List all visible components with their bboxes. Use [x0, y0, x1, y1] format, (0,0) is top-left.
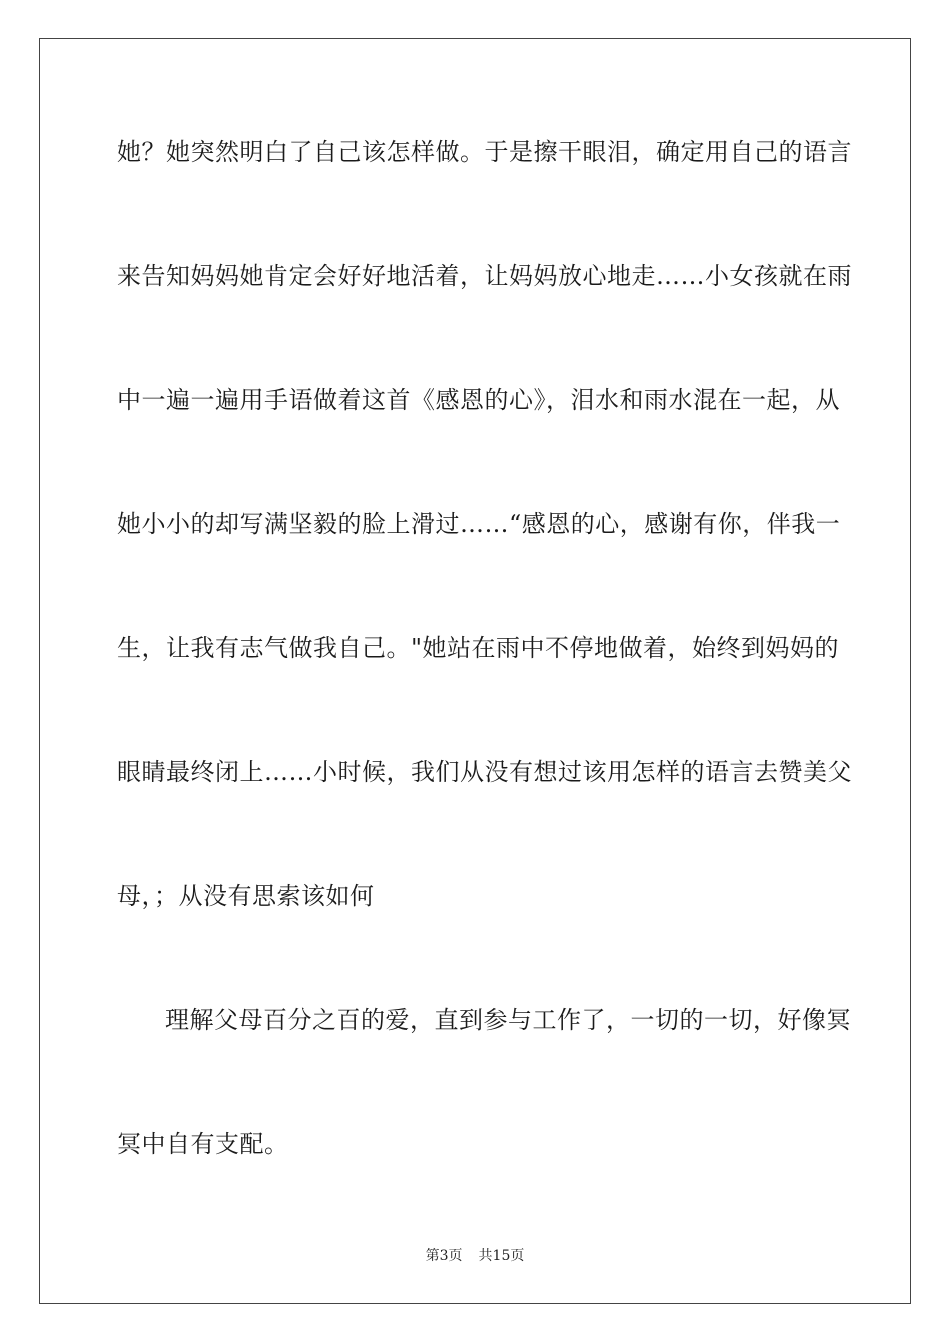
text-line: 她？她突然明白了自己该怎样做。于是擦干眼泪，确定用自己的语言 — [117, 138, 852, 166]
text-line: 中一遍一遍用手语做着这首《感恩的心》，泪水和雨水混在一起，从 — [117, 386, 840, 414]
paragraph-first-line: 理解父母百分之百的爱，直到参与工作了，一切的一切，好像冥 — [165, 1006, 851, 1034]
text-line: 眼睛最终闭上……小时候，我们从没有想过该用怎样的语言去赞美父 — [117, 758, 852, 786]
page-border — [39, 38, 911, 1304]
page-total: 共15页 — [478, 1248, 525, 1264]
text-line: 生，让我有志气做我自己。"她站在雨中不停地做着，始终到妈妈的 — [117, 634, 840, 662]
text-line: 她小小的却写满坚毅的脸上滑过……“感恩的心，感谢有你，伴我一 — [117, 510, 841, 538]
text-line: 来告知妈妈她肯定会好好地活着，让妈妈放心地走……小女孩就在雨 — [117, 262, 852, 290]
text-line: 冥中自有支配。 — [117, 1130, 289, 1158]
page-number: 第3页 — [425, 1248, 463, 1264]
page-footer — [0, 1247, 950, 1265]
text-line: 母，；从没有思索该如何 — [117, 882, 375, 910]
